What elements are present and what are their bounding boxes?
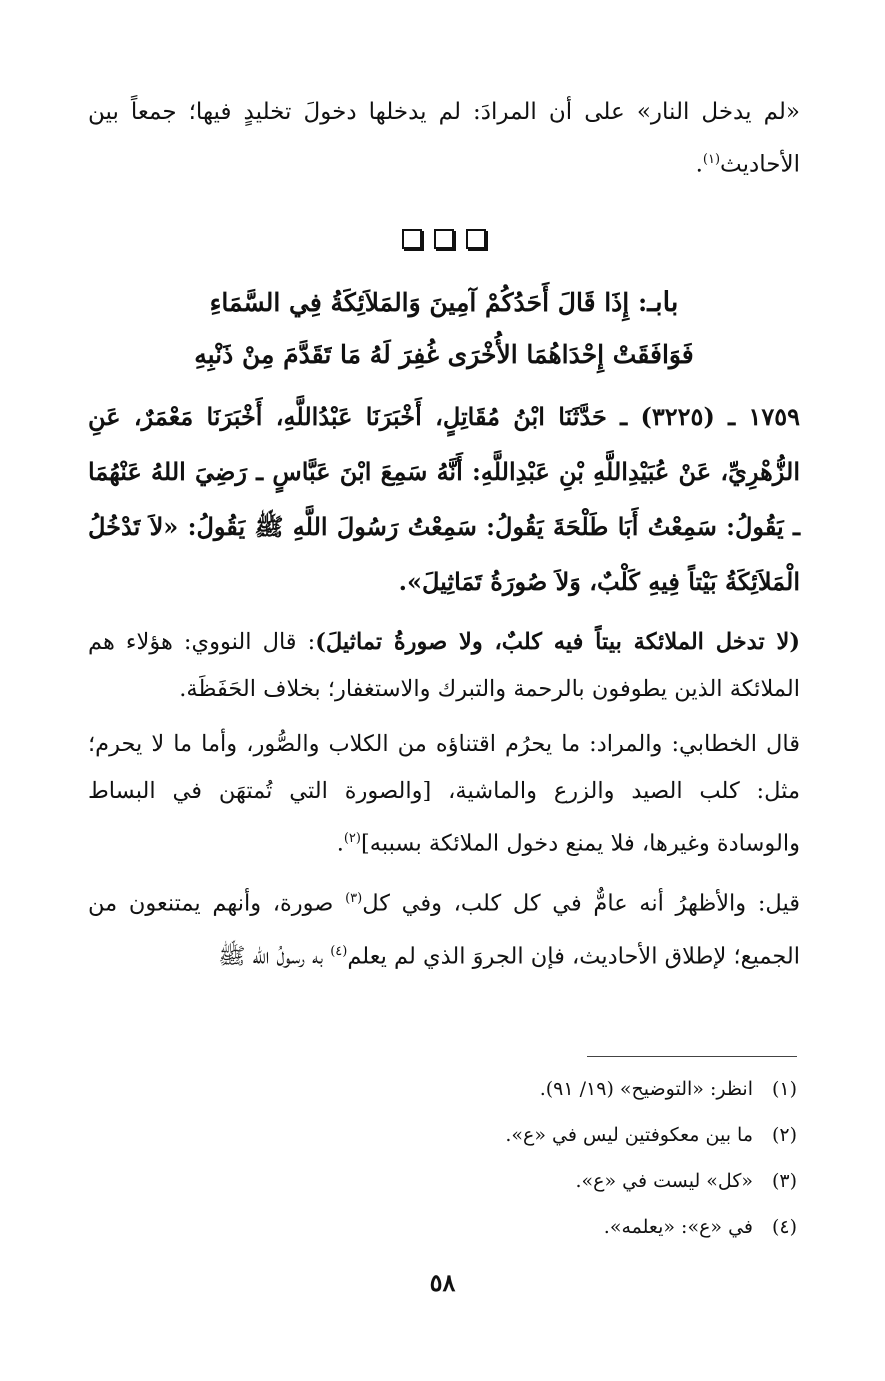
footnotes [277, 1066, 797, 1250]
footnote-separator [587, 1056, 797, 1057]
page-body [88, 88, 800, 988]
chapter-title-text-1: : إِذَا قَالَ أَحَدُكُمْ آمِينَ وَالمَلاَئِكَةُ فِي السَّمَاءِ [209, 287, 648, 317]
commentary-paragraph-3 [88, 875, 800, 980]
commentary-paragraph-1 [88, 619, 800, 713]
footnote-ref-4[interactable]: (٤) [330, 943, 348, 959]
footnote-text: في «ع»: «يعلمه». [603, 1216, 753, 1238]
footnote-number: (٤) [771, 1216, 797, 1238]
chapter-label: بابـ [647, 286, 679, 318]
commentary-text-2: قال الخطابي: والمراد: ما يحرُم اقتناؤه من الكلاب والصُّور، وأما ما لا يحرم؛ مثل: كلب الصيد والزرع والماشية، [والصورة التي تُمتهَن في البساط والوسادة وغيرها، فلا يمنع دخول الملائكة بسببه] [88, 730, 800, 857]
commentary-text-3b: صورة، وأنهم يمتنعون من الجميع؛ لإطلاق الأحاديث، فإن الجروَ الذي لم يعلم [88, 890, 800, 970]
footnote-item [277, 1204, 797, 1250]
footnote-item [277, 1112, 797, 1158]
commentary-paragraph-2 [88, 721, 800, 868]
page-number: ٥٨ [429, 1268, 456, 1297]
ornament-box [466, 229, 486, 249]
commentary-text-3c: به رسولُ الله ﷺ [218, 943, 331, 970]
hadith-text: ١٧٥٩ ـ (٣٢٢٥) ـ حَدَّثَنَا ابْنُ مُقَاتِلٍ، أَخْبَرَنَا عَبْدُاللَّهِ، أَخْبَرَنَا مَعْمَرٌ، عَنِ الزُّهْرِيِّ، عَنْ عُبَيْدِاللَّهِ بْنِ عَبْدِاللَّهِ: أَنَّهُ سَمِعَ ابْنَ عَبَّاسٍ ـ رَضِيَ اللهُ عَنْهُمَا ـ يَقُولُ: سَمِعْتُ أَبَا طَلْحَةَ يَقُولُ: سَمِعْتُ رَسُولَ اللَّهِ ﷺ يَقُولُ: «لاَ تَدْخُلُ الْمَلاَئِكَةُ بَيْتاً فِيهِ كَلْبٌ، وَلاَ صُورَةُ تَمَاثِيلَ». [88, 401, 800, 596]
commentary-text-3a: قيل: والأظهرُ أنه عامٌّ في كل كلب، وفي كل [362, 890, 801, 917]
chapter-title-line-2: فَوَافَقَتْ إِحْدَاهُمَا الأُخْرَى غُفِرَ لَهُ مَا تَقَدَّمَ مِنْ ذَنْبِهِ [194, 339, 694, 369]
footnote-item [277, 1158, 797, 1204]
chapter-heading [88, 277, 800, 381]
chapter-title-line-1 [88, 277, 800, 329]
ornament-box [402, 229, 422, 249]
footnote-number: (١) [771, 1078, 797, 1100]
commentary-quote: (لا تدخل الملائكة بيتاً فيه كلبٌ، ولا صورةُ تماثيلَ) [315, 628, 800, 655]
footnote-text: انظر: «التوضيح» (١٩/ ٩١). [539, 1078, 753, 1100]
intro-paragraph: «لم يدخل النار» على أن المرادَ: لم يدخلها دخولَ تخليدٍ فيها؛ جمعاً بين الأحاديث$^{(١)}$. [88, 99, 800, 178]
footnote-ref-1[interactable]: (١) [702, 152, 721, 167]
ornament-box [434, 229, 454, 249]
footnote-text: «كل» ليست في «ع». [575, 1170, 753, 1192]
footnote-number: (٢) [771, 1124, 797, 1146]
footnote-number: (٣) [771, 1170, 797, 1192]
commentary-text-1: : قال النووي: هؤلاء هم الملائكة الذين يطوفون بالرحمة والتبرك والاستغفار؛ بخلاف الحَفَظَة. [88, 628, 800, 702]
footnote-ref-2[interactable]: (٢) [343, 830, 361, 846]
section-divider-ornament [88, 229, 800, 259]
intro-text: «لم يدخل النار» على أن المرادَ: لم يدخلها دخولَ تخليدٍ فيها؛ جمعاً بين الأحاديث [88, 99, 800, 178]
footnote-item [277, 1066, 797, 1112]
footnote-text: ما بين معكوفتين ليس في «ع». [505, 1124, 753, 1146]
commentary-text-2-end: . [336, 830, 344, 857]
footnote-ref-3[interactable]: (٣) [345, 891, 363, 907]
